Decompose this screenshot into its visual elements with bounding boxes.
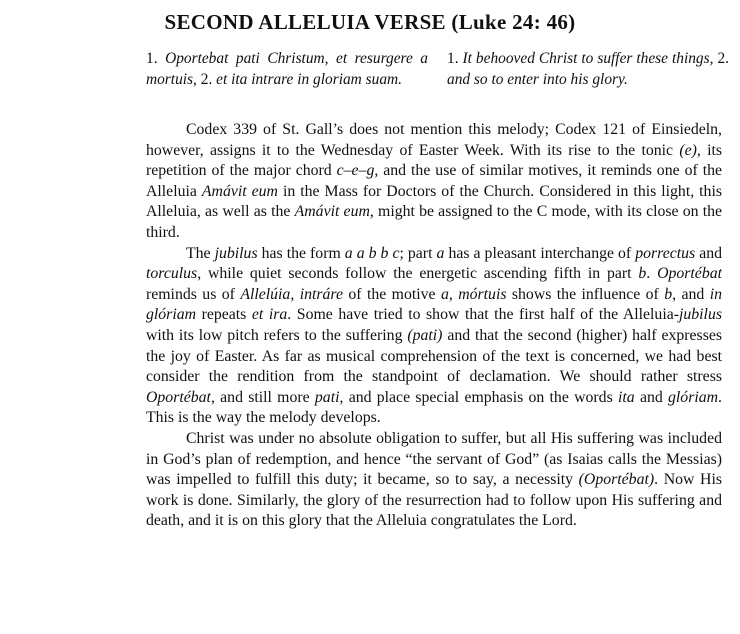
text-run: in glóriam	[146, 285, 723, 324]
text-run: a	[440, 285, 449, 303]
text-run: with its low pitch refers to the suffering	[146, 326, 403, 344]
text-run: , and place special emphasis on the words	[339, 388, 613, 406]
text-run: of the motive	[348, 285, 436, 303]
text-run: b	[664, 285, 673, 303]
body-text	[146, 120, 722, 532]
text-run: c–e–g	[336, 162, 375, 180]
text-run: , while quiet seconds follow the energetic ascending fifth in part	[197, 265, 632, 283]
text-run: porrectus	[635, 244, 696, 262]
text-run: b	[638, 265, 647, 283]
paragraph-3	[146, 429, 722, 532]
section-title: SECOND ALLELUIA VERSE (Luke 24: 46)	[164, 10, 576, 34]
text-run: and	[639, 388, 663, 406]
verse-number: 1.	[146, 50, 158, 67]
text-run: in the Mass for Doctors of the Church. Considered in this light, this Alleluia, as well as the	[146, 182, 722, 221]
text-run: glóriam	[668, 388, 719, 406]
verse-number: 1.	[447, 50, 459, 67]
text-run: and that the second (higher) half expresses the joy of Easter. As far as musical comprehension of the text is concerned, we had best consider the rendition from the standpoint of declamation. We should rather stress	[146, 326, 723, 386]
text-run: , and	[672, 285, 705, 303]
verse-text: Oportebat pati Christum, et resurgere a mortuis,	[146, 50, 428, 88]
verse-number: 2.	[717, 50, 730, 67]
paragraph-2	[146, 244, 722, 429]
verse-number: 2.	[200, 71, 213, 88]
text-run: . This is the way the melody develops.	[146, 388, 722, 427]
english-verse	[447, 48, 729, 90]
text-run: reminds us of	[146, 285, 235, 303]
text-run: jubilus	[678, 306, 722, 324]
text-run: has a pleasant interchange of	[448, 244, 632, 262]
text-run: has the form	[261, 244, 341, 262]
text-run: (Oportébat)	[578, 471, 655, 489]
text-run: , and still more	[210, 388, 310, 406]
text-run: repeats	[201, 306, 247, 324]
text-run: Christ was under no absolute obligation to suffer, but all His suffering was included in God’s plan of redemption, and hence “the servant of God” (as Isaias calls the Messias) was impelled to fulfill this duty; it became, so to say, a necessity	[146, 429, 722, 489]
text-run: . Some have tried to show that the first half of the Alleluia-	[287, 306, 679, 324]
text-run: , might be assigned to the C mode, with its close on the third.	[146, 203, 723, 241]
text-run: Allelúia	[240, 285, 291, 303]
text-run: shows the influence of	[511, 285, 659, 303]
text-run: Codex 339 of St. Gall’s does not mention this melody; Codex 121 of Einsiedeln, however, assigns it to the Wednesday of Easter Week. With its rise to the tonic	[146, 121, 722, 159]
text-run: torculus	[146, 265, 198, 283]
verse-text: and so to enter into his glory.	[447, 71, 628, 88]
text-run: Amávit eum	[201, 182, 278, 200]
text-run: , and the use of similar motives, it reminds one of the Alleluia	[146, 162, 723, 200]
text-run: ita	[617, 388, 635, 406]
text-run: intráre	[299, 285, 343, 303]
text-run: and	[699, 244, 723, 262]
text-run: Oportébat	[146, 388, 211, 406]
text-run: Oportébat	[657, 265, 723, 283]
text-run: (e)	[679, 141, 697, 159]
text-run: jubilus	[214, 244, 258, 262]
text-run: a	[436, 244, 445, 262]
verse-text: It behooved Christ to suffer these things,	[462, 50, 714, 67]
text-run: (pati)	[407, 326, 443, 344]
text-run: ; part	[399, 244, 433, 262]
text-run: ,	[290, 285, 295, 303]
latin-verse	[146, 48, 428, 90]
text-run: . Now His work is done. Similarly, the glory of the resurrection had to follow upon His suffering and death, and it is on this glory that the Alleluia congratulates the Lord.	[146, 471, 722, 530]
verse-text: et ita intrare in gloriam suam.	[216, 71, 402, 88]
text-run: ,	[448, 285, 453, 303]
text-run: et ira	[251, 306, 288, 324]
text-run: Amávit eum	[294, 203, 370, 221]
paragraph-1	[146, 120, 722, 244]
text-run: .	[646, 265, 651, 283]
text-run: mórtuis	[458, 285, 507, 303]
text-run: , its repetition of the major chord	[146, 141, 723, 180]
text-run: pati	[314, 388, 340, 406]
text-run: a a b b c	[344, 244, 400, 262]
text-run: The	[186, 244, 211, 262]
